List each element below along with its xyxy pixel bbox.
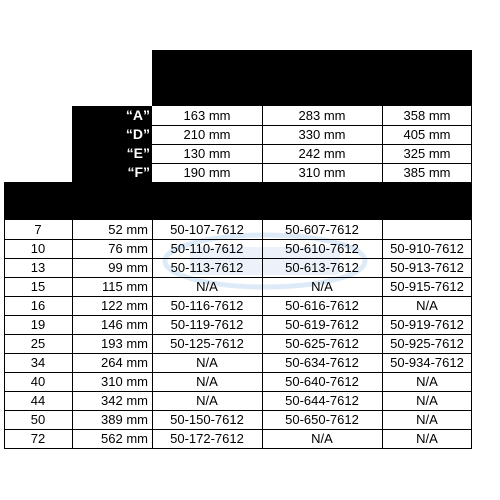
dims-vline — [382, 106, 383, 182]
column-divider — [471, 220, 472, 448]
row-count: 50 — [30, 412, 46, 427]
series-9-part: 50-919-7612 — [390, 317, 464, 332]
series-6-part: 50-613-7612 — [285, 260, 359, 275]
series-1-part: 50-150-7612 — [170, 412, 244, 427]
series-9-part: 50-913-7612 — [390, 260, 464, 275]
series-1-part: 50-110-7612 — [170, 241, 244, 256]
dims-vline — [262, 106, 263, 182]
row-count: 19 — [30, 317, 46, 332]
series-6-part: 50-619-7612 — [285, 317, 359, 332]
row-height: 115 mm — [102, 279, 148, 294]
row-count: 34 — [30, 355, 46, 370]
row-height: 310 mm — [101, 374, 148, 389]
series-1-part: N/A — [196, 355, 218, 370]
row-count: 10 — [30, 241, 46, 256]
row-height: 52 mm — [108, 222, 148, 237]
dim-d-series-1: 210 mm — [183, 127, 231, 142]
row-height: 562 mm — [101, 431, 148, 446]
series-9-size: 310mm — [402, 69, 452, 86]
row-count: 7 — [34, 222, 42, 237]
dim-e-series-6: 242 mm — [298, 146, 346, 161]
dim-label-e: “E” — [126, 145, 150, 161]
series-1-type: Matrix — [186, 84, 228, 101]
row-height: 193 mm — [101, 336, 148, 351]
dim-label-f: “F” — [127, 164, 150, 180]
row-height: 389 mm — [101, 412, 148, 427]
row-count: 15 — [30, 279, 46, 294]
dims-label: Dims — [78, 126, 95, 162]
dim-d-series-9: 405 mm — [403, 127, 451, 142]
part-number-label: Part Number — [269, 192, 355, 209]
row-count: 13 — [30, 260, 46, 275]
dims-hline — [152, 144, 472, 145]
series-1-size: 115mm — [183, 69, 231, 86]
row-height: 342 mm — [101, 393, 148, 408]
column-divider — [152, 220, 153, 448]
series-6-part: 50-640-7612 — [285, 374, 359, 389]
dim-e-series-1: 130 mm — [183, 146, 231, 161]
dim-a-series-6: 283 mm — [298, 108, 346, 123]
row-count: 44 — [30, 393, 46, 408]
row-height: 146 mm — [101, 317, 148, 332]
series-9-part: 50-915-7612 — [390, 279, 464, 294]
series-9-part: N/A — [416, 393, 438, 408]
row-height: 99 mm — [108, 260, 148, 275]
series-6-part: 50-634-7612 — [285, 355, 359, 370]
series-9-part: 50-910-7612 — [390, 241, 464, 256]
row-count: 72 — [30, 431, 46, 446]
dims-hline — [152, 163, 472, 164]
column-divider — [382, 220, 383, 448]
series-9-type: Matrix — [406, 84, 448, 101]
series-1-part: 50-107-7612 — [170, 222, 244, 237]
rows-header-line2: Rows — [19, 200, 57, 216]
column-divider — [4, 220, 5, 448]
series-9-part: 50-925-7612 — [390, 336, 464, 351]
dim-a-series-9: 358 mm — [403, 108, 451, 123]
series-1-part: N/A — [196, 374, 218, 389]
column-divider — [262, 220, 263, 448]
row-divider — [4, 448, 472, 449]
series-9-part — [382, 220, 472, 239]
dim-d-series-6: 330 mm — [298, 127, 346, 142]
series-1-part: N/A — [196, 393, 218, 408]
dim-label-a: “A” — [125, 107, 150, 123]
height-header-line1: “B” — [99, 185, 125, 201]
row-count: 25 — [30, 336, 46, 351]
dim-f-series-9: 385 mm — [403, 165, 451, 180]
column-divider — [72, 220, 73, 448]
dim-a-series-1: 163 mm — [183, 108, 231, 123]
series-9-part: N/A — [416, 374, 438, 389]
series-6-title: Series 6 — [295, 54, 349, 71]
series-9-title: Series 9 — [400, 54, 454, 71]
series-1-part: 50-125-7612 — [170, 336, 244, 351]
series-6-part: 50-610-7612 — [285, 241, 359, 256]
series-1-part: 50-113-7612 — [170, 260, 244, 275]
series-6-part: N/A — [311, 279, 333, 294]
rows-header-line1: No. of — [18, 185, 58, 201]
dims-vline — [471, 106, 472, 182]
row-height: 264 mm — [101, 355, 148, 370]
series-9-part: N/A — [416, 431, 438, 446]
series-6-part: 50-644-7612 — [285, 393, 359, 408]
dim-f-series-1: 190 mm — [183, 165, 231, 180]
series-6-part: 50-650-7612 — [285, 412, 359, 427]
row-count: 16 — [30, 298, 46, 313]
series-6-type: Matrix — [301, 84, 343, 101]
series-6-part: 50-607-7612 — [285, 222, 359, 237]
height-header-line2: Height — [90, 200, 134, 216]
series-1-title: Series 1 — [180, 54, 234, 71]
row-height: 76 mm — [108, 241, 148, 256]
series-1-part: 50-172-7612 — [170, 431, 244, 446]
series-6-part: 50-616-7612 — [285, 298, 359, 313]
series-6-part: N/A — [311, 431, 333, 446]
dim-e-series-9: 325 mm — [403, 146, 451, 161]
series-9-part: 50-934-7612 — [390, 355, 464, 370]
series-6-size: 235mm — [297, 69, 347, 86]
dim-label-d: “D” — [125, 126, 150, 142]
series-1-part: 50-119-7612 — [170, 317, 244, 332]
series-9-part: N/A — [416, 298, 438, 313]
series-1-part: 50-116-7612 — [170, 298, 244, 313]
series-6-part: 50-625-7612 — [285, 336, 359, 351]
series-1-part: N/A — [196, 279, 218, 294]
row-height: 122 mm — [101, 298, 148, 313]
series-9-part: N/A — [416, 412, 438, 427]
dims-hline — [152, 125, 472, 126]
dim-f-series-6: 310 mm — [298, 165, 346, 180]
row-count: 40 — [30, 374, 46, 389]
